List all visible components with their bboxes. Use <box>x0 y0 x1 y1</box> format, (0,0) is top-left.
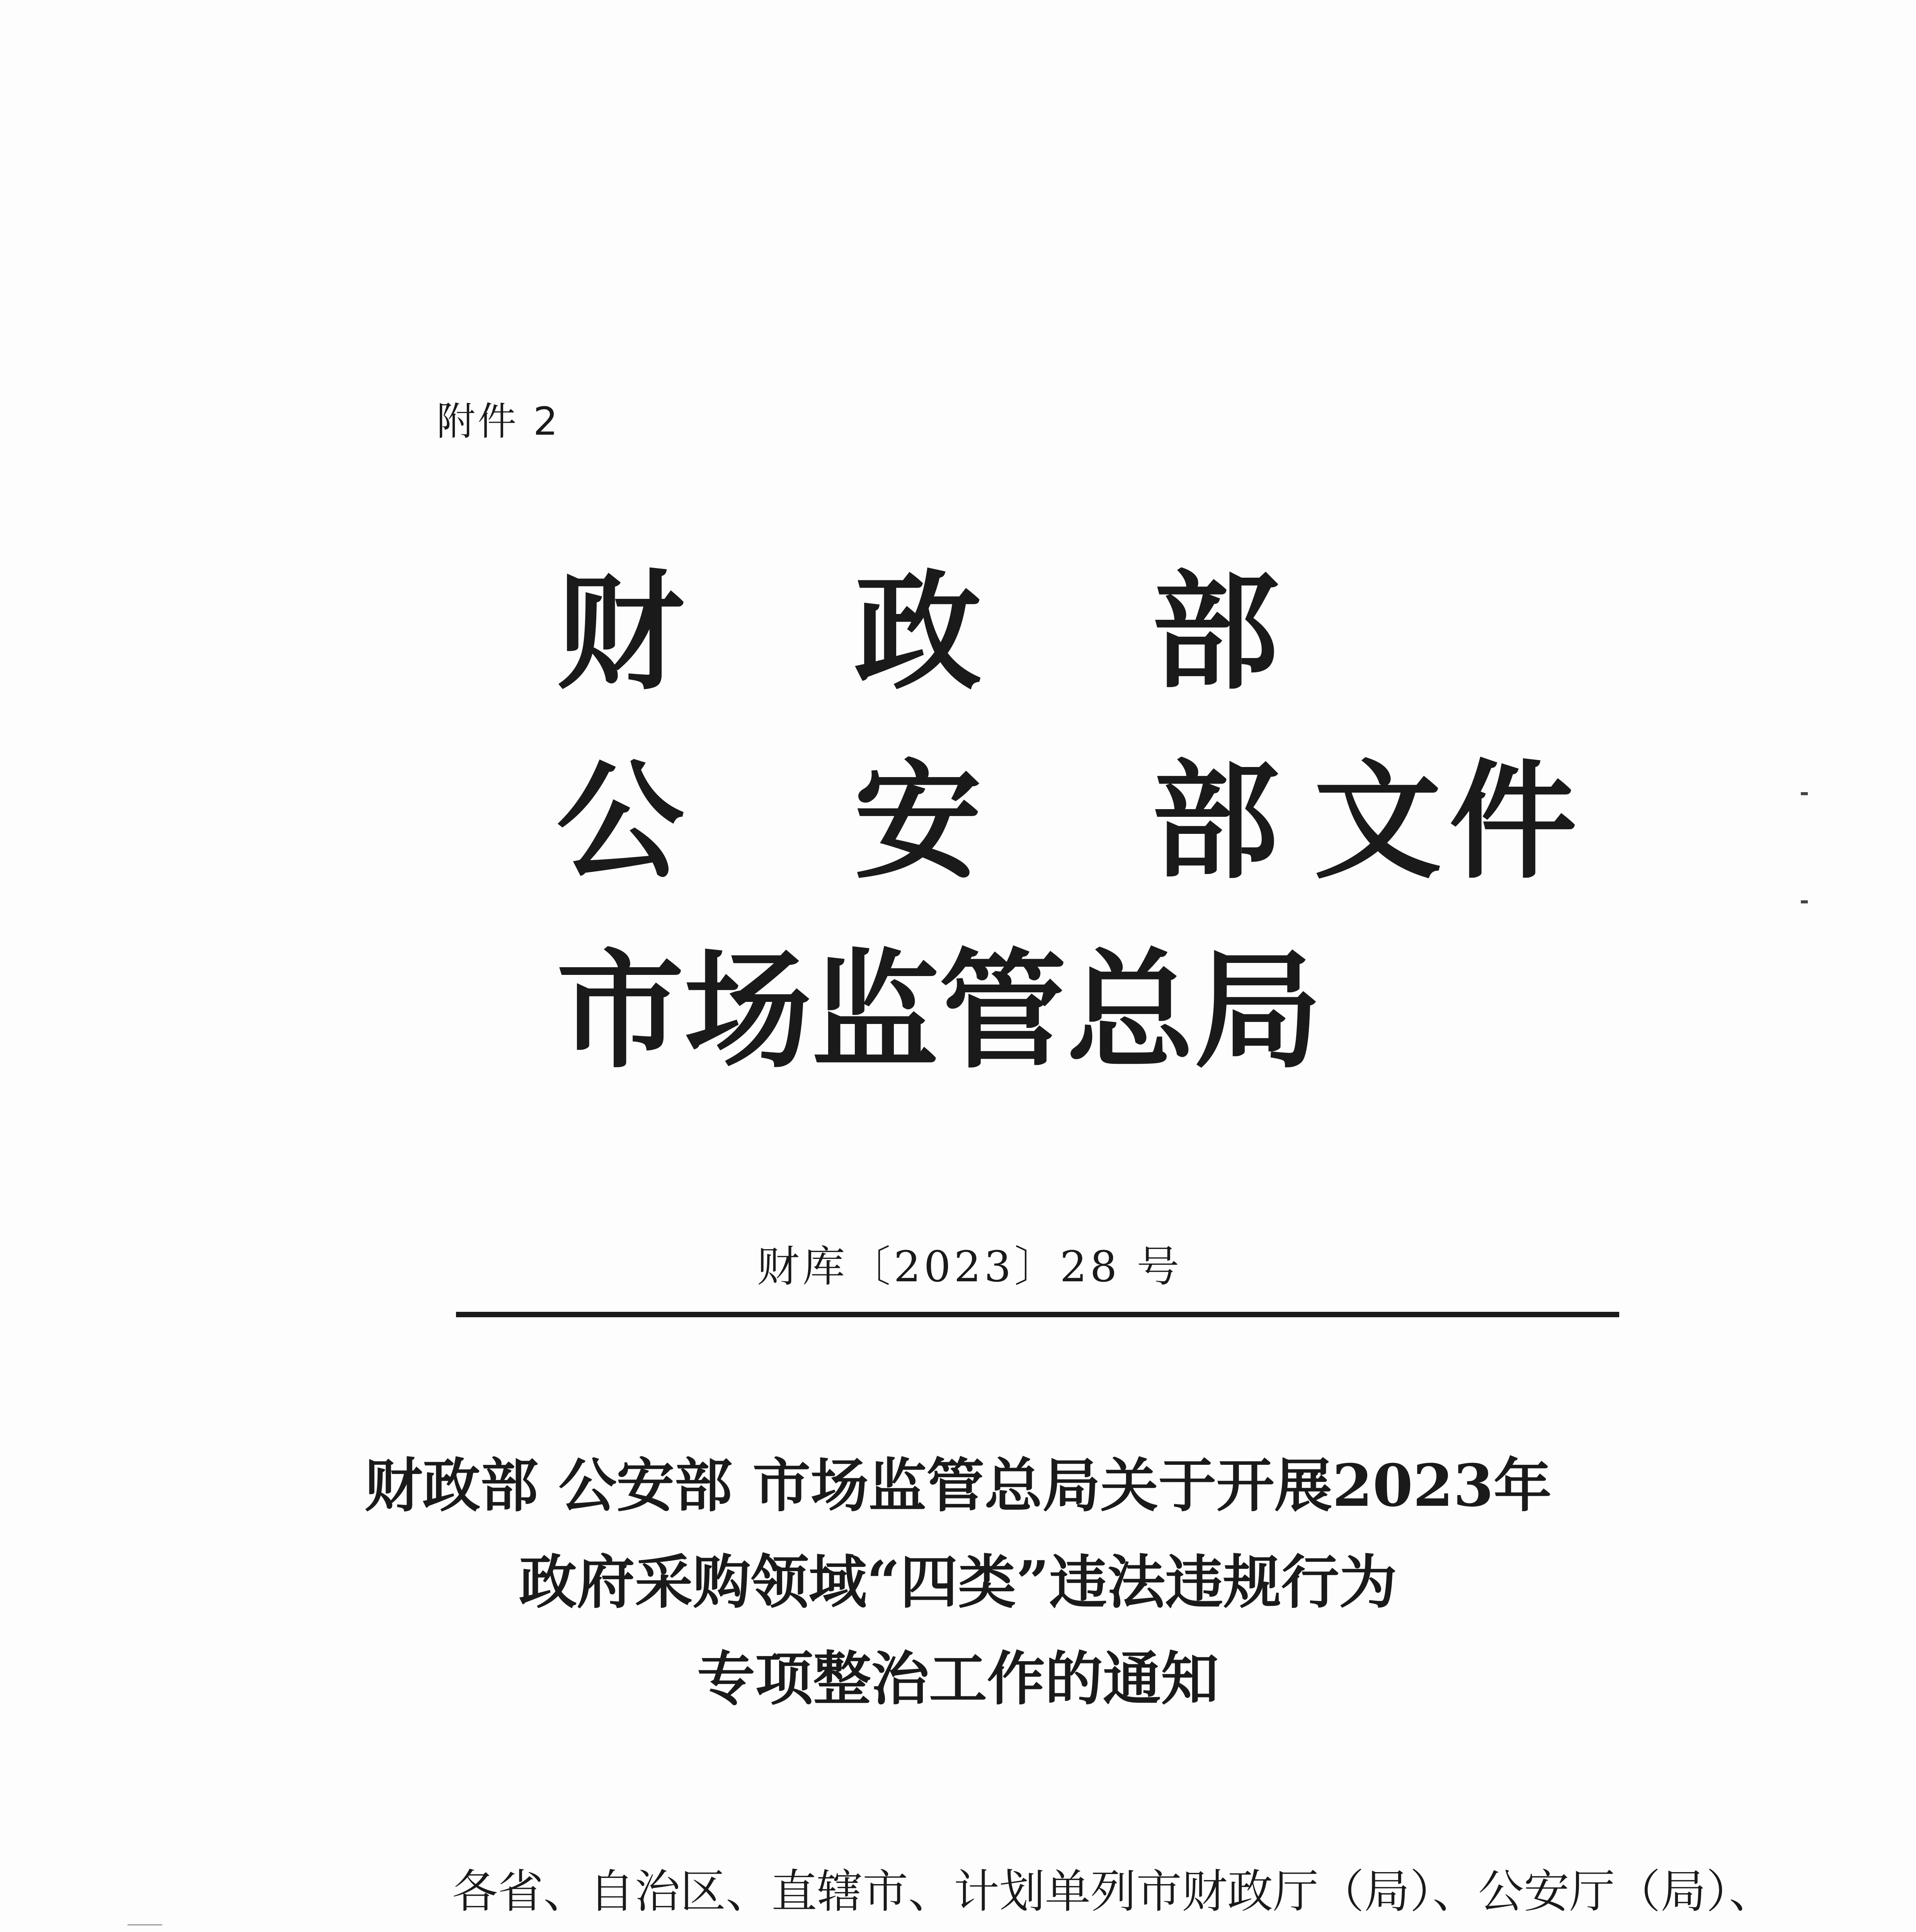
recipients-line: 各省、自治区、直辖市、计划单列市财政厅（局）、公安厅（局）、 <box>452 1865 1775 1918</box>
issuer-char: 政 <box>854 557 982 707</box>
attachment-label: 附件 2 <box>437 399 560 444</box>
issuer-line-market-regulation <box>556 935 1322 1085</box>
issuer-char: 部 <box>1152 557 1279 707</box>
issuer-char: 公 <box>556 746 684 896</box>
issuer-line-ministry-of-public-security <box>556 746 1279 896</box>
issuer-line-ministry-of-finance <box>556 557 1279 707</box>
document-body <box>452 1843 1775 1932</box>
issuer-char: 财 <box>556 557 684 707</box>
document-title <box>0 1437 1916 1727</box>
title-line: 专项整治工作的通知 <box>697 1645 1219 1713</box>
scan-mark <box>1801 792 1808 795</box>
header-divider <box>456 1312 1619 1317</box>
document-suffix: 文件 <box>1314 746 1584 896</box>
issuer-char: 安 <box>854 746 982 896</box>
scan-mark <box>1801 900 1808 903</box>
title-line: 财政部 公安部 市场监管总局关于开展2023年 <box>364 1452 1552 1520</box>
issuer-char: 部 <box>1152 746 1279 896</box>
issuer-text: 市场监管总局 <box>556 935 1322 1085</box>
title-line: 政府采购领域“四类”违法违规行为 <box>519 1548 1397 1616</box>
document-number: 财库〔2023〕28 号 <box>757 1242 1183 1291</box>
scan-mark <box>128 1924 162 1925</box>
